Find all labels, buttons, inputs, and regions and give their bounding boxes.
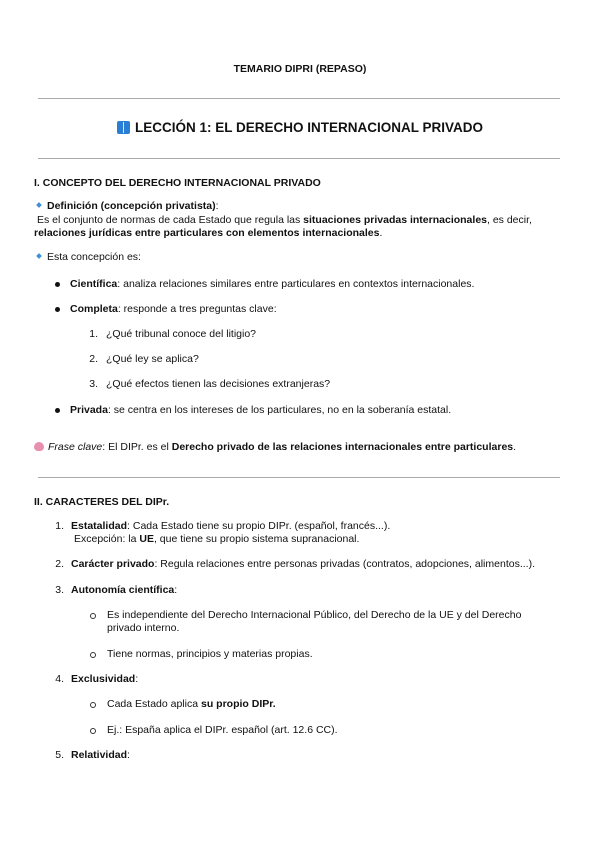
list-item-completa: Completa: responde a tres preguntas clave: xyxy=(55,303,277,316)
divider xyxy=(38,158,560,159)
diamond-icon xyxy=(36,202,42,208)
list-item-autonomia: 3. Autonomía científica: xyxy=(55,584,178,596)
list-item-estatalidad: 1. Estatalidad: Cada Estado tiene su propio DIPr. (español, francés...). xyxy=(55,520,391,532)
definition-label: Definición (concepción privatista): xyxy=(34,200,219,213)
estatalidad-exception: Excepción: la UE, que tiene su propio sistema supranacional. xyxy=(74,533,360,545)
bullet-icon xyxy=(55,408,60,413)
section-2-heading: II. CARACTERES DEL DIPr. xyxy=(34,496,170,508)
key-phrase: Frase clave: El DIPr. es el Derecho privado de las relaciones internacionales entre particulares. xyxy=(34,441,516,454)
definition-line-1: Es el conjunto de normas de cada Estado que regula las situaciones privadas internacionales, es decir, xyxy=(37,214,532,226)
bullet-icon xyxy=(55,282,60,287)
brain-icon xyxy=(34,442,44,451)
lesson-title-text: LECCIÓN 1: EL DERECHO INTERNACIONAL PRIVADO xyxy=(134,120,484,135)
bullet-icon xyxy=(55,307,60,312)
circle-bullet-icon xyxy=(90,613,96,619)
circle-bullet-icon xyxy=(90,652,96,658)
divider xyxy=(38,477,560,478)
diamond-icon xyxy=(36,253,42,259)
list-item-exclusividad: 4. Exclusividad: xyxy=(55,673,139,685)
sub-item: Ej.: España aplica el DIPr. español (art. 12.6 CC). xyxy=(90,724,338,737)
list-item-cientifica: Científica: analiza relaciones similares entre particulares en contextos internacionales. xyxy=(55,278,474,291)
document-title: TEMARIO DIPRI (REPASO) xyxy=(233,63,367,75)
list-item-privada: Privada: se centra en los intereses de los particulares, no en la soberanía estatal. xyxy=(55,404,451,417)
definition-line-2: relaciones jurídicas entre particulares con elementos internacionales. xyxy=(34,227,383,239)
lesson-title xyxy=(0,120,600,135)
list-item-relatividad: 5. Relatividad: xyxy=(55,749,130,761)
section-1-heading: I. CONCEPTO DEL DERECHO INTERNACIONAL PRIVADO xyxy=(34,177,321,189)
divider xyxy=(38,98,560,99)
definition-label-text: Definición (concepción privatista) xyxy=(47,200,216,212)
circle-bullet-icon xyxy=(90,728,96,734)
question-item: 2. ¿Qué ley se aplica? xyxy=(89,353,199,365)
conception-intro: Esta concepción es: xyxy=(34,251,141,264)
book-icon xyxy=(117,121,130,134)
question-item: 1. ¿Qué tribunal conoce del litigio? xyxy=(89,328,257,340)
sub-item: Cada Estado aplica su propio DIPr. xyxy=(90,698,276,711)
sub-item: Es independiente del Derecho Internacional Público, del Derecho de la UE y del Derecho privado interno. xyxy=(90,609,521,635)
sub-item: Tiene normas, principios y materias propias. xyxy=(90,648,313,661)
list-item-caracter-privado: 2. Carácter privado: Regula relaciones entre personas privadas (contratos, adopciones, alimentos...). xyxy=(55,558,535,570)
circle-bullet-icon xyxy=(90,702,96,708)
question-item: 3. ¿Qué efectos tienen las decisiones extranjeras? xyxy=(89,378,331,390)
